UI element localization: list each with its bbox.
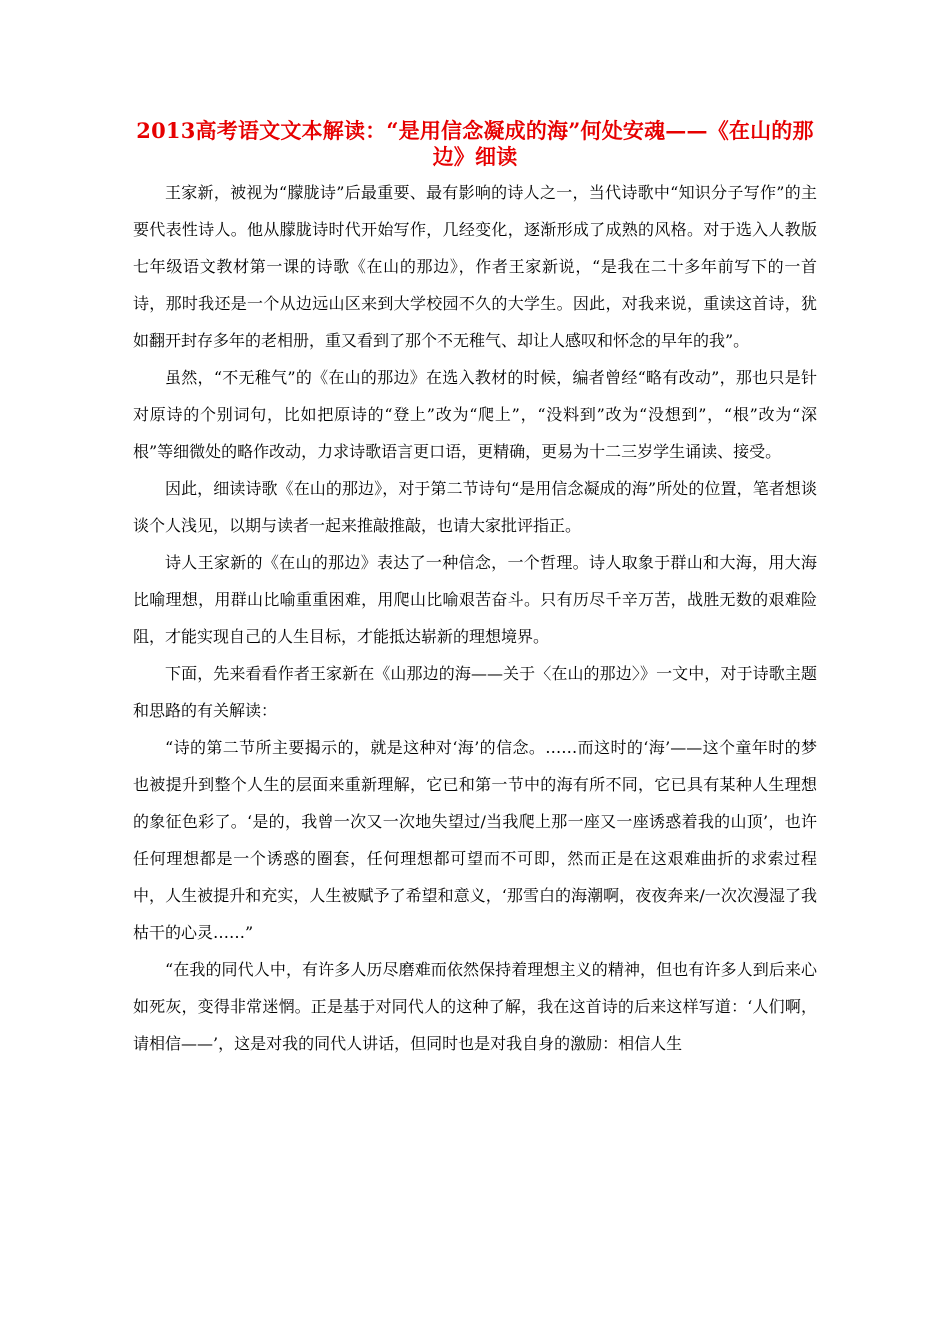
paragraph-purpose: 因此，细读诗歌《在山的那边》，对于第二节诗句“是用信念凝成的海”所处的位置，笔者想谈谈个人浅见，以期与读者一起来推敲推敲，也请大家批评指正。 [133,479,817,535]
paragraph-intro: 王家新，被视为“朦胧诗”后最重要、最有影响的诗人之一，当代诗歌中“知识分子写作”的主要代表性诗人。他从朦胧诗时代开始写作，几经变化，逐渐形成了成熟的风格。对于选入人教版七年级语文教材第一课的诗歌《在山的那边》，作者王家新说，“是我在二十多年前写下的一首诗，那时我还是一个从边远山区来到大学校园不久的大学生。因此，对我来说，重读这首诗，犹如翻开封存多年的老相册，重又看到了那个不无稚气、却让人感叹和怀念的早年的我”。 [133,183,817,350]
paragraph-revisions: 虽然，“不无稚气”的《在山的那边》在选入教材的时候，编者曾经“略有改动”，那也只是针对原诗的个别词句，比如把原诗的“登上”改为“爬上”，“没料到”改为“没想到”，“根”改为“深根”等细微处的略作改动，力求诗歌语言更口语，更精确，更易为十二三岁学生诵读、接受。 [133,368,817,461]
paragraph-quote-1: “诗的第二节所主要揭示的，就是这种对‘海’的信念。……而这时的‘海’——这个童年时的梦也被提升到整个人生的层面来重新理解，它已和第一节中的海有所不同，它已具有某种人生理想的象征色彩了。‘是的，我曾一次又一次地失望过/当我爬上那一座又一座诱惑着我的山顶’，也许任何理想都是一个诱惑的圈套，任何理想都可望而不可即，然而正是在这艰难曲折的求索过程中，人生被提升和充实，人生被赋予了希望和意义，‘那雪白的海潮啊，夜夜奔来/一次次漫湿了我枯干的心灵……” [133,738,817,942]
document-title: 2013高考语文文本解读：“是用信念凝成的海”何处安魂——《在山的那边》细读 [136,118,814,169]
document-page [133,118,817,1062]
paragraph-author-reading: 下面，先来看看作者王家新在《山那边的海——关于〈在山的那边〉》一文中，对于诗歌主题和思路的有关解读： [133,664,817,720]
paragraph-theme: 诗人王家新的《在山的那边》表达了一种信念，一个哲理。诗人取象于群山和大海，用大海比喻理想，用群山比喻重重困难，用爬山比喻艰苦奋斗。只有历尽千辛万苦，战胜无数的艰难险阻，才能实现自己的人生目标，才能抵达崭新的理想境界。 [133,553,817,646]
paragraph-quote-2: “在我的同代人中，有许多人历尽磨难而依然保持着理想主义的精神，但也有许多人到后来心如死灰，变得非常迷惘。正是基于对同代人的这种了解，我在这首诗的后来这样写道：‘人们啊，请相信——’，这是对我的同代人讲话，但同时也是对我自身的激励：相信人生 [133,960,817,1053]
